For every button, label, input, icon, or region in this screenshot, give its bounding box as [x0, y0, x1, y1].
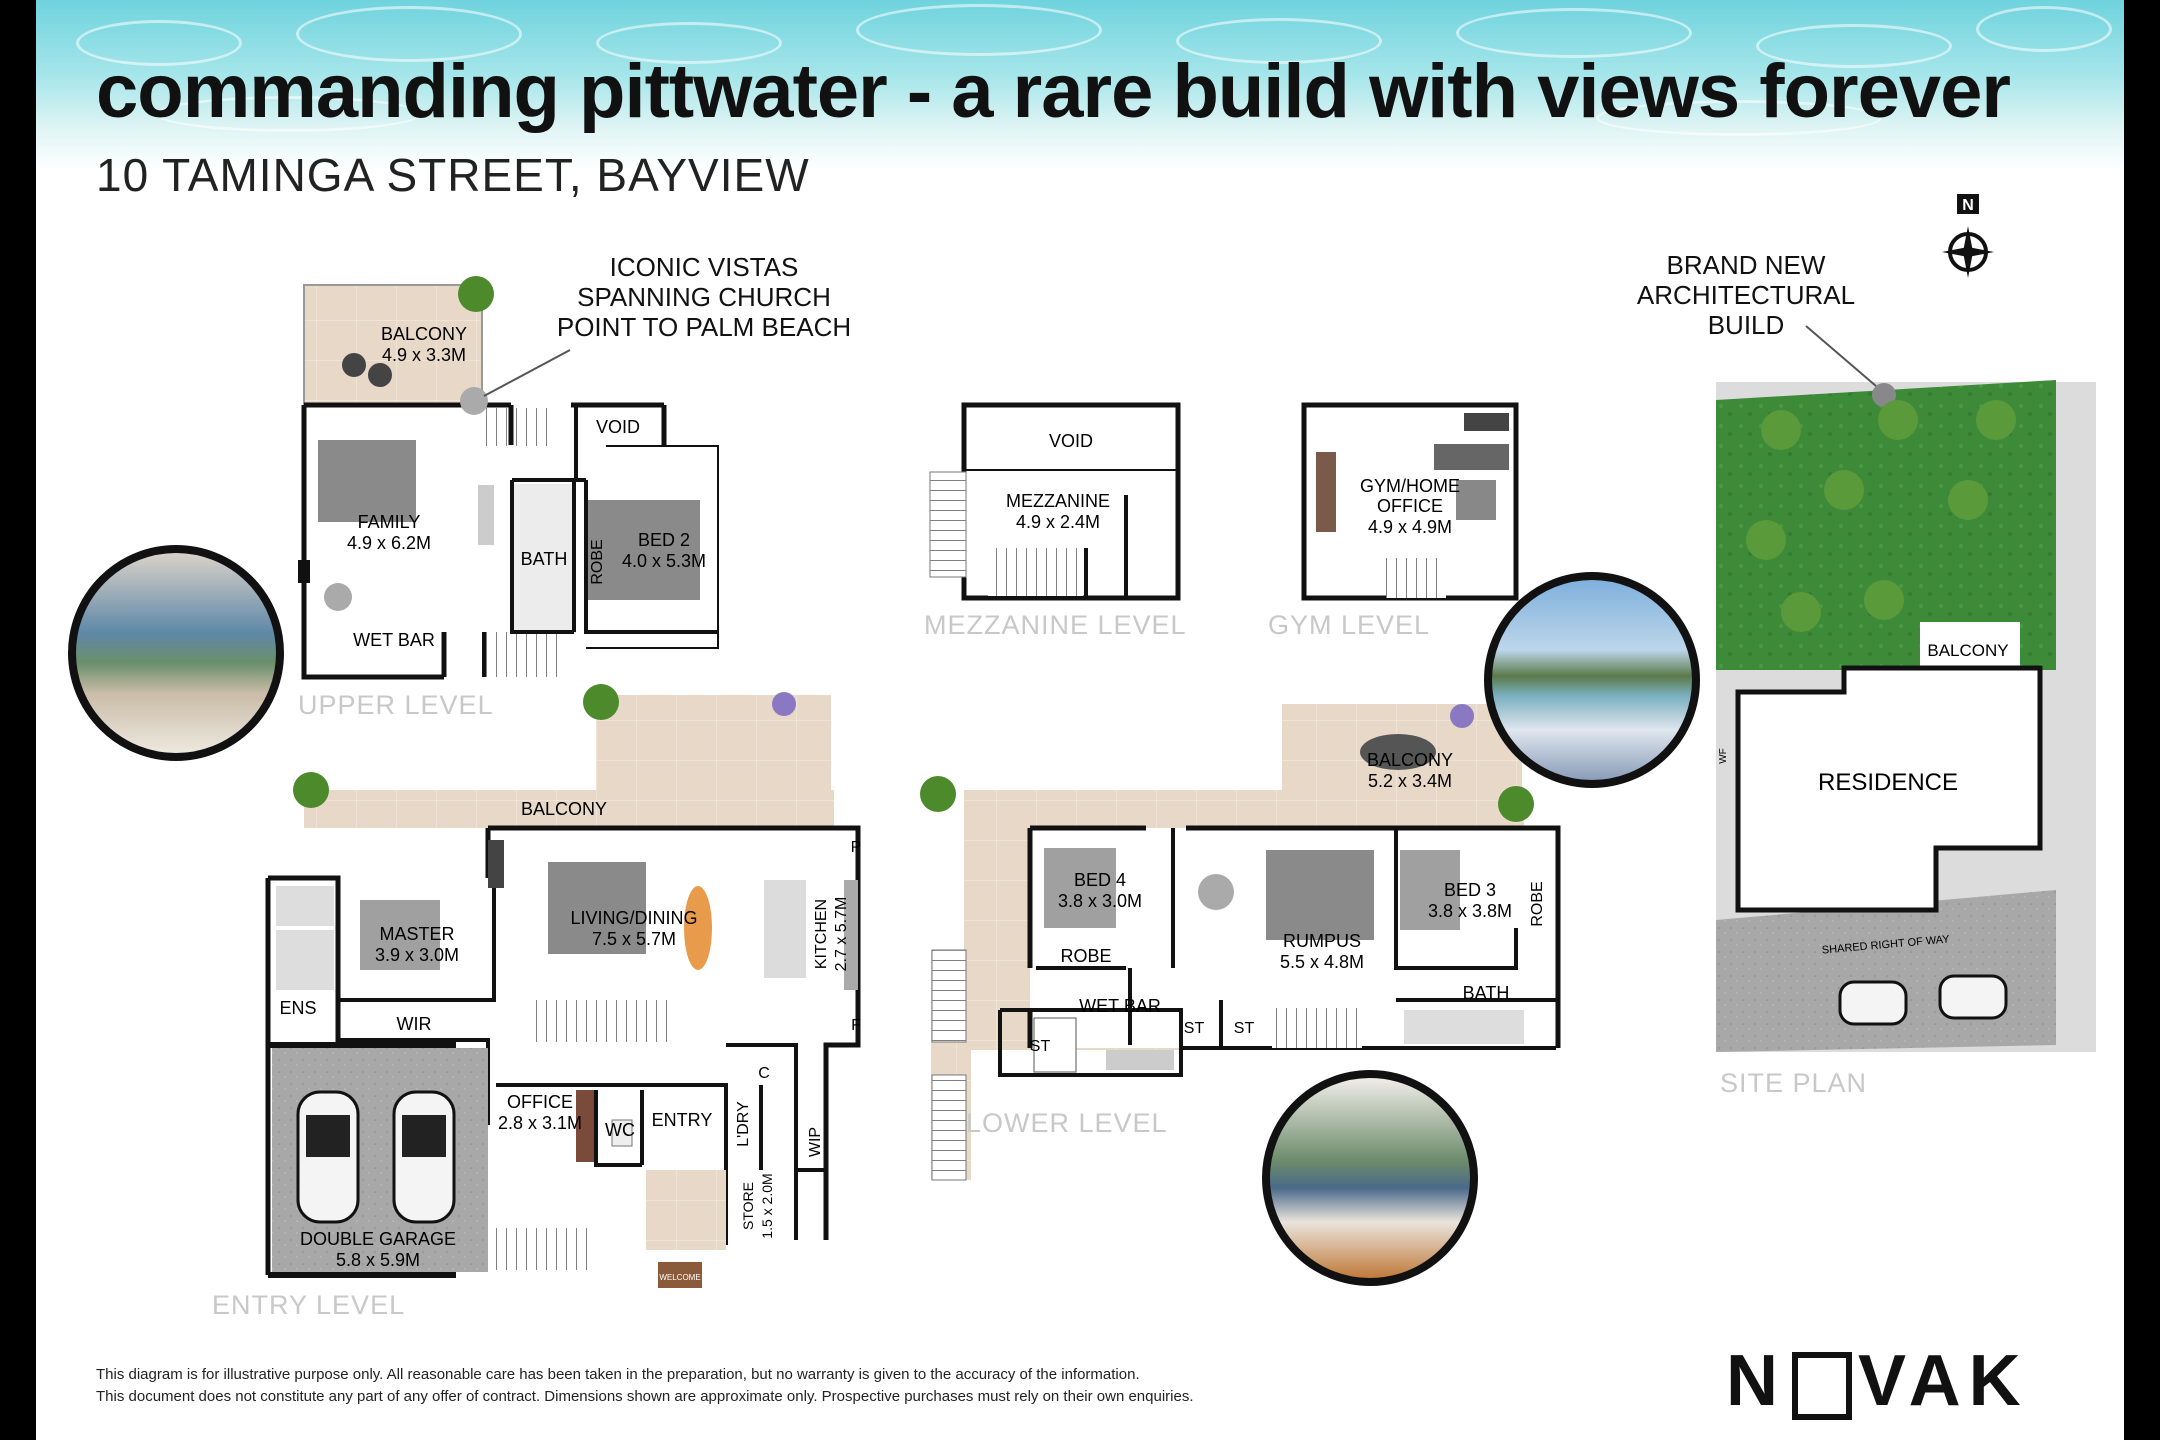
upper-void-label: VOID: [595, 417, 641, 437]
gym-dim: 4.9 x 4.9M: [1367, 517, 1453, 537]
storage-3-label: ST: [1233, 1020, 1255, 1037]
lower-balcony-dim: 5.2 x 3.4M: [1367, 771, 1453, 791]
entry-level-label: ENTRY LEVEL: [212, 1290, 406, 1320]
disclaimer-line-2: This document does not constitute any part of any offer of contract. Dimensions shown are approximate only. Prospective purchases must rely on their own enquiries.: [96, 1388, 1194, 1405]
master-dim: 3.9 x 3.0M: [374, 945, 460, 965]
site-balcony-label: BALCONY: [1927, 641, 2009, 660]
kitchen-dim: 2.7 x 5.7M: [833, 896, 850, 972]
family-dim: 4.9 x 6.2M: [346, 533, 432, 553]
cupboard-label: C: [758, 1065, 770, 1082]
master-label: MASTER: [379, 924, 455, 944]
bed2-label: BED 2: [637, 530, 691, 550]
novak-logo: [1726, 1340, 2029, 1422]
logo-right-text: VAK: [1858, 1341, 2029, 1421]
rumpus-dim: 5.5 x 4.8M: [1279, 952, 1365, 972]
build-line-2: ARCHITECTURAL: [1636, 280, 1856, 310]
office-label: OFFICE: [507, 1092, 573, 1112]
mezzanine-label: MEZZANINE: [1005, 491, 1111, 511]
garage-dim: 5.8 x 5.9M: [335, 1250, 421, 1270]
upper-balcony-label: BALCONY: [380, 324, 468, 344]
upper-robe-label: ROBE: [589, 539, 606, 585]
office-dim: 2.8 x 3.1M: [497, 1113, 583, 1133]
bedroom-view-photo: [1262, 1070, 1478, 1286]
rumpus-label: RUMPUS: [1282, 931, 1362, 951]
upper-balcony-dim: 4.9 x 3.3M: [381, 345, 467, 365]
entry-balcony-label: BALCONY: [520, 799, 608, 819]
disclaimer-line-1: This diagram is for illustrative purpose only. All reasonable care has been taken in the preparation, but no warranty is given to the accuracy of the information.: [96, 1366, 1140, 1383]
wc-label: WC: [605, 1120, 635, 1140]
wf-label: WF: [1718, 748, 1729, 764]
bed3-dim: 3.8 x 3.8M: [1427, 901, 1513, 921]
storage-1-label: ST: [1029, 1038, 1051, 1055]
gym-level-label: GYM LEVEL: [1268, 610, 1431, 640]
fridge-label: F: [851, 1017, 861, 1034]
mezzanine-level-label: MEZZANINE LEVEL: [924, 610, 1187, 640]
store-label: STORE: [740, 1182, 756, 1230]
views-line-3: POINT TO PALM BEACH: [556, 312, 852, 342]
ensuite-label: ENS: [279, 998, 317, 1018]
entry-label: ENTRY: [651, 1110, 713, 1130]
mezzanine-void-label: VOID: [1048, 431, 1094, 451]
lower-level-label: LOWER LEVEL: [966, 1108, 1168, 1138]
lower-wetbar-label: WET BAR: [1079, 996, 1161, 1016]
build-line-3: BUILD: [1707, 310, 1785, 340]
welcome-mat: WELCOME: [659, 1273, 701, 1282]
logo-box-icon: [1792, 1352, 1852, 1420]
laundry-label: L'DRY: [735, 1101, 752, 1147]
balcony-view-photo: [1484, 572, 1700, 788]
floorplan-sheet: [36, 0, 2124, 1440]
kitchen-label: KITCHEN: [813, 898, 830, 970]
family-label: FAMILY: [357, 512, 421, 532]
right-of-way-label: SHARED RIGHT OF WAY: [1821, 933, 1951, 957]
entry-level-plan: [268, 695, 876, 1288]
living-dining-label: LIVING/DINING: [570, 908, 698, 928]
lower-balcony-label: BALCONY: [1366, 750, 1454, 770]
upper-wetbar-label: WET BAR: [353, 630, 435, 650]
gym-label-2: OFFICE: [1377, 496, 1443, 516]
residence-label: RESIDENCE: [1817, 769, 1959, 796]
upper-level-plan: [304, 285, 734, 677]
gym-label-1: GYM/HOME: [1359, 476, 1461, 496]
views-line-2: SPANNING CHURCH: [577, 282, 831, 312]
compass-north-label: N: [1962, 197, 1974, 214]
site-plan-label: SITE PLAN: [1720, 1068, 1868, 1098]
mezzanine-dim: 4.9 x 2.4M: [1015, 512, 1101, 532]
disclaimer: [96, 1364, 1194, 1408]
pantry-label: P: [850, 839, 862, 856]
bed4-label: BED 4: [1073, 870, 1127, 890]
lower-bath-label: BATH: [1462, 983, 1510, 1003]
upper-level-label: UPPER LEVEL: [298, 690, 494, 720]
garage-label: DOUBLE GARAGE: [299, 1229, 457, 1249]
bed3-robe-label: ROBE: [1529, 881, 1546, 927]
family-room-photo: [68, 545, 284, 761]
logo-left-text: N: [1726, 1341, 1786, 1421]
bed4-robe-label: ROBE: [1060, 946, 1112, 966]
living-dining-dim: 7.5 x 5.7M: [591, 929, 677, 949]
build-line-1: BRAND NEW: [1666, 250, 1826, 280]
listing-address: 10 TAMINGA STREET, BAYVIEW: [96, 149, 810, 201]
bed4-dim: 3.8 x 3.0M: [1057, 891, 1143, 911]
wip-label: WIP: [807, 1126, 824, 1158]
bed3-label: BED 3: [1443, 880, 1497, 900]
bed2-dim: 4.0 x 5.3M: [621, 551, 707, 571]
store-dim: 1.5 x 2.0M: [759, 1173, 775, 1239]
listing-title: commanding pittwater - a rare build with views forever: [96, 49, 2010, 134]
views-line-1: ICONIC VISTAS: [609, 252, 799, 282]
storage-2-label: ST: [1183, 1020, 1205, 1037]
upper-bath-label: BATH: [520, 549, 568, 569]
wir-label: WIR: [396, 1014, 432, 1034]
